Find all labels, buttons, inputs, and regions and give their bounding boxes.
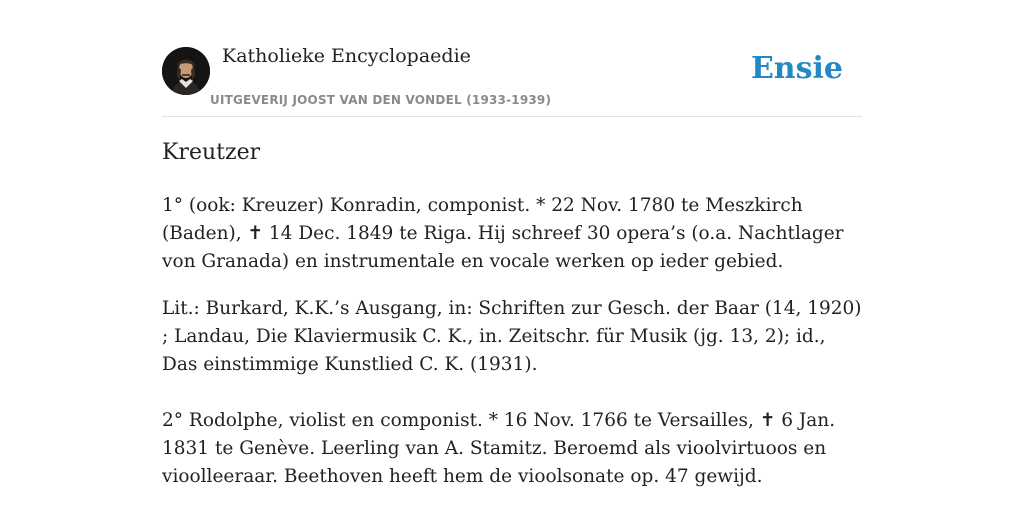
entry-paragraph-2: Lit.: Burkard, K.K.’s Ausgang, in: Schriften zur Gesch. der Baar (14, 1920) ; Landau, Die Klaviermusik C. K., in. Zeitschr. für Musik (jg. 13, 2); id., Das einstimmige Kunstlied C. K. (1931). (162, 298, 862, 375)
ensie-logo-link[interactable]: Ensie (750, 51, 843, 86)
source-header (162, 40, 862, 117)
entry-paragraph-1: 1° (ook: Kreuzer) Konradin, componist. * 22 Nov. 1780 te Meszkirch (Baden), ✝ 14 Dec. 1849 te Riga. Hij schreef 30 opera’s (o.a. Nachtlager von Granada) en instrumentale en vocale werken op ieder gebied. (162, 195, 844, 272)
entry-title: Kreutzer (162, 140, 261, 165)
entry-paragraph-3: 2° Rodolphe, violist en componist. * 16 Nov. 1766 te Versailles, ✝ 6 Jan. 1831 te Genève. Leerling van A. Stamitz. Beroemd als vioolvirtuoos en vioolleeraar. Beethoven heeft hem de vioolsonate op. 47 gewijd. (162, 410, 836, 487)
portrait-avatar-icon (162, 47, 210, 95)
source-title: Katholieke Encyclopaedie (222, 45, 471, 67)
publisher-subtitle: UITGEVERIJ JOOST VAN DEN VONDEL (1933-1939) (210, 93, 552, 107)
